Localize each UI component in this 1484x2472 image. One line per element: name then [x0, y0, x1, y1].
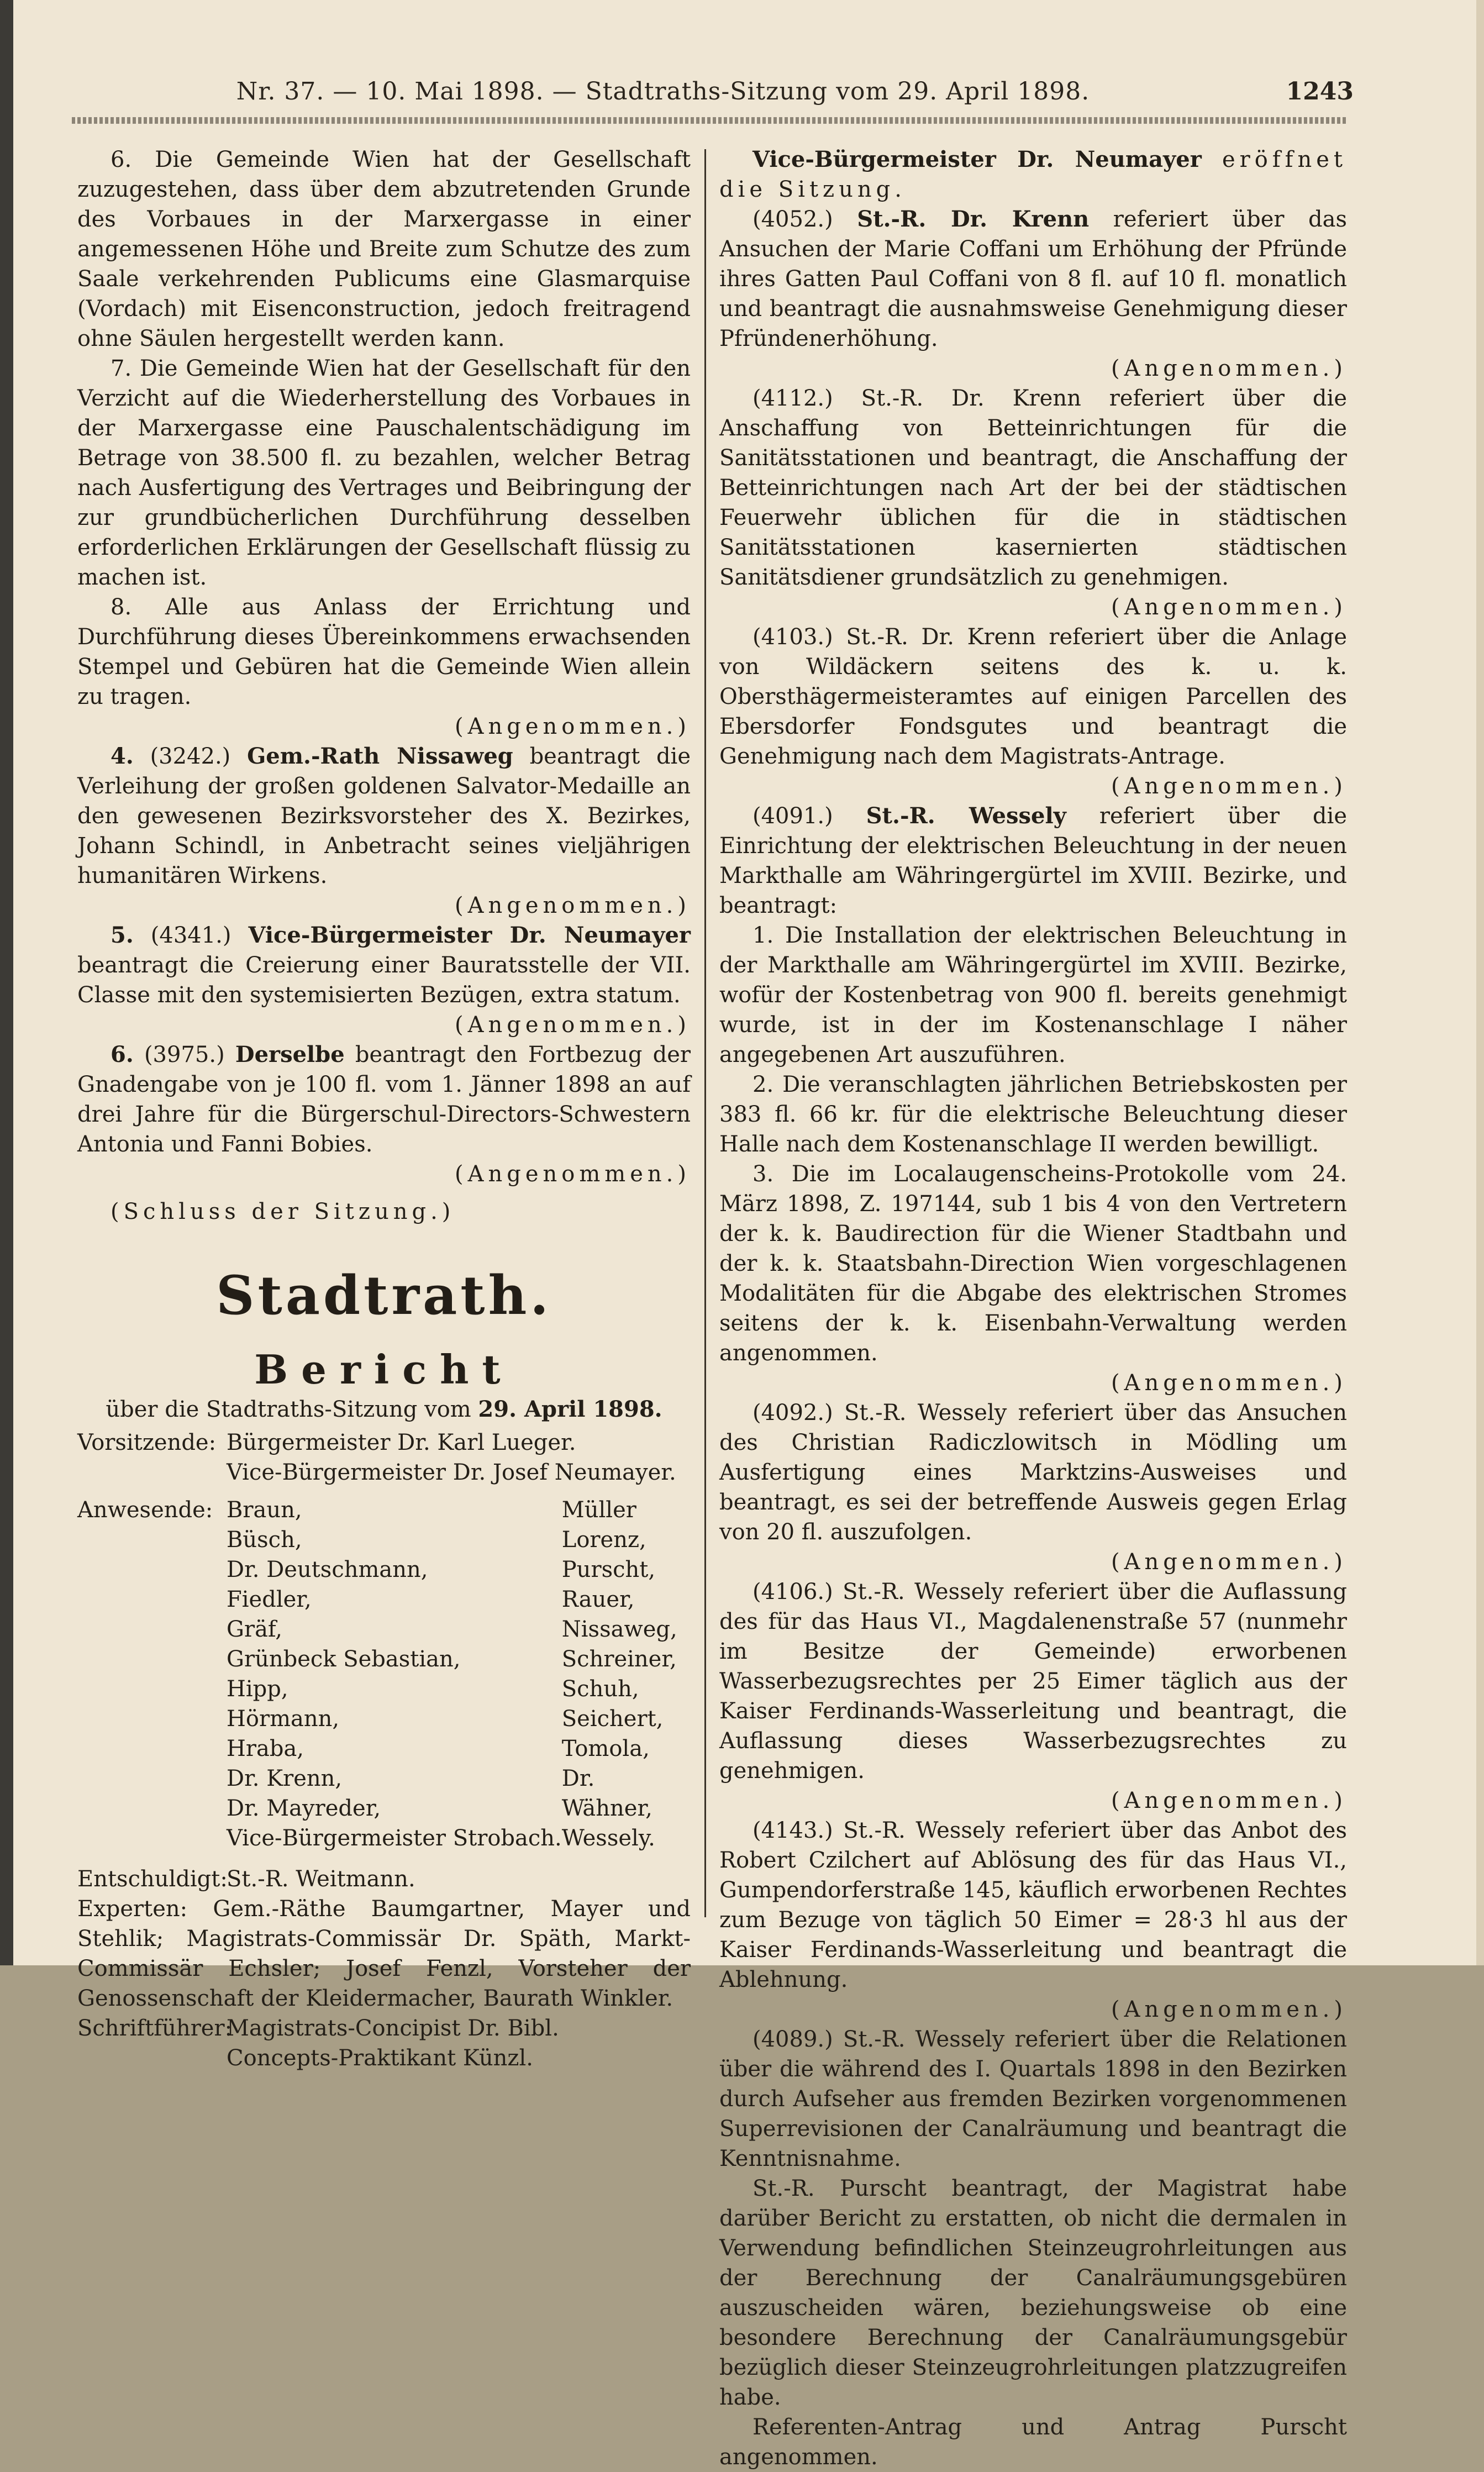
header-rule — [72, 117, 1348, 124]
motion-4091-point-2: 2. Die veranschlagten jährlichen Betriebskosten per 383 fl. 66 kr. für die elektrische Beleuchtung dieser Halle nach dem Kostenanschlage II werden bewilligt. — [719, 1072, 1347, 1157]
motion-speaker: St.-R. Dr. Krenn — [857, 206, 1090, 232]
experts-value: Gem.-Räthe Baumgartner, Mayer und Stehlik; Magistrats-Commissär Dr. Späth, Markt-Commissär Echsler; Josef Fenzl, Vorsteher der Genossenschaft der Kleidermacher, Baurath Winkler. — [77, 1896, 691, 2011]
motion-speaker: St.-R. Wessely — [866, 803, 1066, 829]
attendee: Hörmann, — [227, 1706, 340, 1732]
report-date: 29. April 1898. — [478, 1396, 662, 1422]
attendee: Hraba, — [227, 1736, 304, 1761]
attendee: Braun, — [227, 1497, 302, 1523]
accepted-note: (Angenommen.) — [1111, 595, 1347, 620]
motion-4143: (4143.) St.-R. Wessely referiert über das Anbot des Robert Czilchert auf Ablösung des für das Haus VI., Gumpendorferstraße 145, käuflich erworbenen Rechtes zum Bezuge von täglich 50 Eimer = 28·3 hl aus der Kaiser Ferdinands-Wasserleitung und beantragt die Ablehnung. — [719, 1818, 1347, 1992]
chair-1: Bürgermeister Dr. Karl Lueger. — [227, 1430, 576, 1455]
present-label: Anwesende: — [77, 1497, 213, 1523]
secretary-1: Magistrats-Concipist Dr. Bibl. — [227, 2016, 559, 2041]
chair-block — [77, 1428, 691, 1487]
motion-text: referiert über das Ansuchen der Marie Coffani um Erhöhung der Pfründe ihres Gatten Paul Coffani von 8 fl. auf 10 fl. monatlich und beantragt die ausnahmsweise Genehmigung dieser Pfründenerhöhung. — [719, 207, 1348, 351]
report-subtitle — [77, 1395, 691, 1424]
paragraph-7: 7. Die Gemeinde Wien hat der Gesellschaft für den Verzicht auf die Wiederherstellung des Vorbaues in der Marxergasse eine Pauschalentschädigung im Betrage von 38.500 fl. zu bezahlen, welcher Betrag nach Ausfertigung des Vertrages und Beibringung der zur grundbücherlichen Durchführung desselben erforderlichen Erklärungen der Gesellschaft flüssig zu machen ist. — [77, 356, 691, 590]
accepted-note: (Angenommen.) — [1111, 1370, 1347, 1396]
column-divider — [704, 149, 706, 1917]
motion-ref: (4052.) — [752, 207, 833, 232]
motion-4103: (4103.) St.-R. Dr. Krenn referiert über die Anlage von Wildäckern seitens des k. u. k. Obersthägermeisteramtes auf einigen Parcellen des Ebersdorfer Fondsgutes und beantragt die Genehmigung nach dem Magistrats-Antrage. — [719, 624, 1347, 769]
excused-label: Entschuldigt: — [77, 1866, 228, 1892]
item-5 — [77, 921, 691, 1010]
attendee: Tomola, — [561, 1736, 650, 1761]
attendee: Gräf, — [227, 1617, 283, 1642]
attendee: Grünbeck Sebastian, — [227, 1647, 461, 1672]
paragraph-8: 8. Alle aus Anlass der Errichtung und Durchführung dieses Übereinkommens erwachsenden Stempel und Gebüren hat die Gemeinde Wien allein zu tragen. — [77, 595, 691, 709]
attendee: Dr. Krenn, — [227, 1766, 343, 1791]
excused-row — [77, 1864, 691, 1894]
accepted-note: (Angenommen.) — [1111, 1788, 1347, 1813]
left-column — [77, 145, 691, 2073]
motion-4091-point-1: 1. Die Installation der elektrischen Beleuchtung in der Markthalle am Währingergürtel im XVIII. Bezirke, wofür der Kostenbetrag von 900 fl. bereits genehmigt wurde, ist in der im Kostenanschlage I näher angegebenen Art auszuführen. — [719, 923, 1347, 1067]
item-4-ref: (3242.) — [150, 744, 231, 769]
attendee: Müller Lorenz, — [561, 1497, 646, 1553]
attendee: Fiedler, — [227, 1587, 312, 1612]
item-5-speaker: Vice-Bürgermeister Dr. Neumayer — [248, 922, 691, 948]
scan-edge — [0, 0, 13, 1965]
motion-text: referiert über die Einrichtung der elektrischen Beleuchtung in der neuen Markthalle am Währingergürtel im XVIII. Bezirke, und beantragt: — [719, 803, 1348, 918]
accepted-note: (Angenommen.) — [1111, 1997, 1347, 2022]
item-6-text: beantragt den Fortbezug der Gnadengabe von je 100 fl. vom 1. Jänner 1898 an auf drei Jahre für die Bürgerschul-Directors-Schwestern Antonia und Fanni Bobies. — [77, 1042, 691, 1157]
item-4 — [77, 741, 691, 891]
attendee: Nissaweg, — [561, 1617, 677, 1642]
accepted-note: (Angenommen.) — [455, 714, 691, 739]
closing-note: (Schluss der Sitzung.) — [110, 1199, 455, 1224]
item-6-ref: (3975.) — [144, 1042, 225, 1067]
present-col2 — [562, 1495, 691, 1853]
secretary-label: Schriftführer: — [77, 2016, 233, 2041]
excused-value: St.-R. Weitmann. — [227, 1866, 415, 1892]
attendee: Vice-Bürgermeister Strobach. — [227, 1826, 562, 1851]
motion-4091-point-3: 3. Die im Localaugenscheins-Protokolle vom 24. März 1898, Z. 197144, sub 1 bis 4 von den Vertretern der k. k. Baudirection für die Wiener Stadtbahn und der k. k. Staatsbahn-Direction Wien vorgeschlagenen Modalitäten für die Abgabe des elektrischen Stromes seitens der k. k. Eisenbahn-Verwaltung werden angenommen. — [719, 1161, 1347, 1366]
scan-edge-right — [1476, 0, 1484, 1965]
attendee: Seichert, — [561, 1706, 664, 1732]
final-resolution: Referenten-Antrag und Antrag Purscht angenommen. — [719, 2415, 1347, 2470]
motion-purscht: St.-R. Purscht beantragt, der Magistrat habe darüber Bericht zu erstatten, ob nicht die dermalen in Verwendung befindlichen Steinzeugrohrleitungen aus der Berechnung der Canalräumungsgebüren auszuscheiden wären, beziehungsweise ob eine besondere Berechnung der Canalräumungsgebür bezüglich dieser Steinzeugrohrleitungen platzzugreifen habe. — [719, 2176, 1347, 2410]
motion-4092: (4092.) St.-R. Wessely referiert über das Ansuchen des Christian Radiczlowitsch in Mödling um Ausfertigung eines Marktzins-Ausweises und beantragt, es sei der betreffende Ausweis gegen Erlag von 20 fl. auszufolgen. — [719, 1400, 1347, 1545]
chair-2: Vice-Bürgermeister Dr. Josef Neumayer. — [227, 1460, 676, 1485]
attendee: Purscht, — [561, 1557, 656, 1582]
attendee: Hipp, — [227, 1676, 288, 1702]
motion-4112: (4112.) St.-R. Dr. Krenn referiert über die Anschaffung von Betteinrichtungen für die Sanitätsstationen und beantragt, die Anschaffung der Betteinrichtungen nach Art der bei der städtischen Feuerwehr üblichen für die in städtischen Sanitätsstationen kasernierten städtischen Sanitätsdiener grundsätzlich zu genehmigen. — [719, 386, 1347, 590]
present-col1 — [227, 1495, 562, 1853]
motion-4052 — [719, 204, 1347, 354]
experts-row — [77, 1894, 691, 2013]
section-title: Stadtrath. — [216, 1264, 552, 1327]
secretary-row — [77, 2013, 691, 2073]
accepted-note: (Angenommen.) — [455, 1012, 691, 1038]
chair-label: Vorsitzende: — [77, 1430, 217, 1455]
attendee: Dr. Deutschmann, — [227, 1557, 428, 1582]
motion-4089: (4089.) St.-R. Wessely referiert über die Relationen über die während des I. Quartals 1898 in den Bezirken durch Aufseher aus fremden Bezirken vorgenommenen Superrevisionen der Canalräumung und beantragt die Kenntnisnahme. — [719, 2027, 1347, 2171]
item-6 — [77, 1040, 691, 1159]
accepted-note: (Angenommen.) — [1111, 774, 1347, 799]
accepted-note: (Angenommen.) — [1111, 356, 1347, 381]
item-4-text: beantragt die Verleihung der großen goldenen Salvator-Medaille an den gewesenen Bezirksvorsteher des X. Bezirkes, Johann Schindl, in Anbetracht seines vieljährigen humanitären Wirkens. — [77, 744, 691, 888]
item-5-ref: (4341.) — [150, 923, 231, 948]
report-subtitle-text: über die Stadtraths-Sitzung vom — [106, 1397, 471, 1422]
item-5-number: 5. — [110, 922, 134, 948]
accepted-note: (Angenommen.) — [1111, 1549, 1347, 1575]
report-title: Bericht — [254, 1346, 514, 1393]
item-4-number: 4. — [110, 743, 134, 769]
attendee: Rauer, — [561, 1587, 635, 1612]
accepted-note: (Angenommen.) — [455, 1161, 691, 1187]
paragraph-6: 6. Die Gemeinde Wien hat der Gesellschaft zuzugestehen, dass über dem abzutretenden Grunde des Vorbaues in der Marxergasse in einer angemessenen Höhe und Breite zum Schutze des zum Saale verkehrenden Publicums eine Glasmarquise (Vordach) mit Eisenconstruction, jedoch freitragend ohne Säulen hergestellt werden kann. — [77, 147, 691, 351]
motion-ref: (4091.) — [752, 803, 833, 829]
item-5-text: beantragt die Creierung einer Bauratsstelle der VII. Classe mit den systemisierten Bezügen, extra statum. — [77, 953, 691, 1008]
opening-paragraph — [719, 145, 1347, 204]
attendance-table — [77, 1495, 691, 1853]
accepted-note: (Angenommen.) — [455, 893, 691, 918]
motion-4106: (4106.) St.-R. Wessely referiert über die Auflassung des für das Haus VI., Magdalenenstraße 57 (nunmehr im Besitze der Gemeinde) erworbenen Wasserbezugsrechtes per 25 Eimer täglich aus der Kaiser Ferdinands-Wasserleitung und beantragt, die Auflassung dieses Wasserbezugsrechtes zu genehmigen. — [719, 1579, 1347, 1784]
item-6-speaker: Derselbe — [235, 1042, 345, 1067]
attendee: Schuh, — [561, 1676, 639, 1702]
experts-label: Experten: — [77, 1896, 188, 1922]
attendee: Schreiner, — [561, 1647, 677, 1672]
secretary-2: Concepts-Praktikant Künzl. — [227, 2045, 533, 2071]
opening-speaker: Vice-Bürgermeister Dr. Neumayer — [752, 146, 1202, 172]
page-header — [72, 77, 1354, 116]
page-number: 1243 — [1286, 77, 1354, 106]
attendee: Büsch, — [227, 1527, 302, 1553]
running-title: Nr. 37. — 10. Mai 1898. — Stadtraths-Sitzung vom 29. April 1898. — [236, 77, 1090, 106]
item-4-speaker: Gem.-Rath Nissaweg — [247, 743, 513, 769]
attendee: Dr. Wähner, — [561, 1766, 652, 1821]
item-6-number: 6. — [110, 1042, 134, 1067]
attendee: Wessely. — [561, 1826, 655, 1851]
right-column — [719, 145, 1347, 2472]
opening-text: eröffnet die Sitzung. — [719, 147, 1347, 202]
attendee: Dr. Mayreder, — [227, 1796, 381, 1821]
motion-4091 — [719, 801, 1347, 921]
